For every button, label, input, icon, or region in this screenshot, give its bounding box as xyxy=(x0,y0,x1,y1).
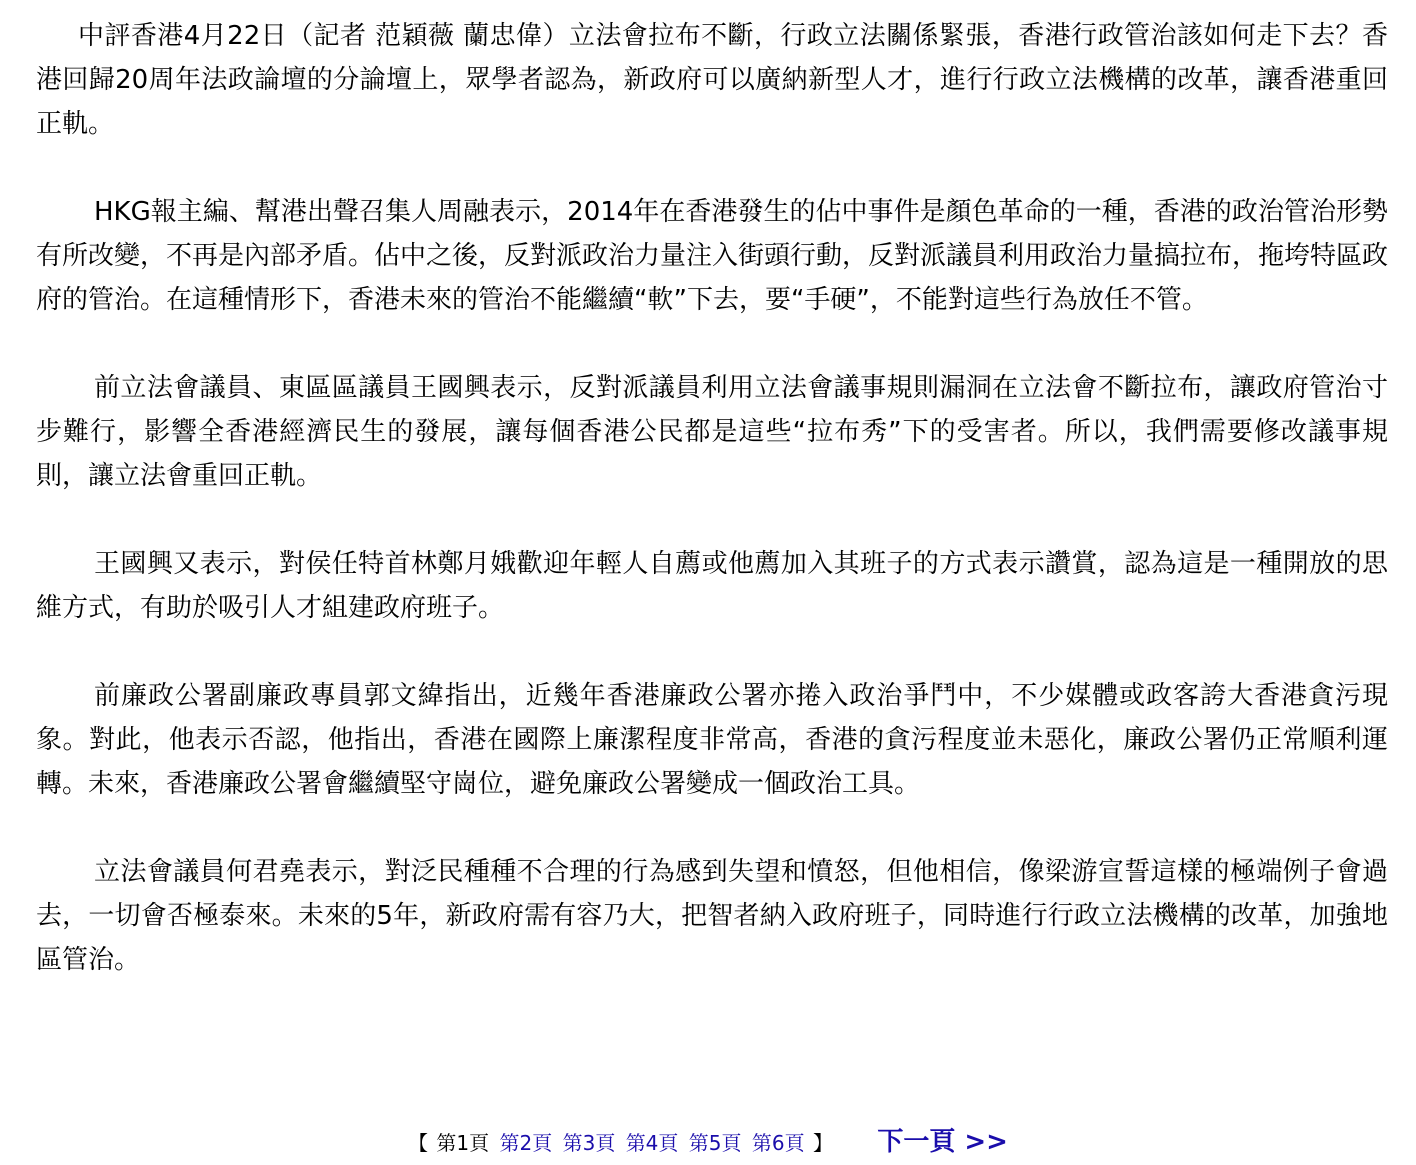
pagination-close-bracket: 】 xyxy=(812,1131,833,1155)
pagination-current-page: 第1頁 xyxy=(436,1131,490,1155)
article-paragraph: 王國興又表示，對侯任特首林鄭月娥歡迎年輕人自薦或他薦加入其班子的方式表示讚賞，認為這是一種開放的思維方式，有助於吸引人才組建政府班子。 xyxy=(36,549,1388,623)
pagination xyxy=(0,1122,1416,1162)
pagination-page-5-link[interactable]: 第5頁 xyxy=(688,1131,742,1155)
pagination-page-4-link[interactable]: 第4頁 xyxy=(625,1131,679,1155)
article-paragraph: 前廉政公署副廉政專員郭文緯指出，近幾年香港廉政公署亦捲入政治爭鬥中，不少媒體或政客誇大香港貪污現象。對此，他表示否認，他指出，香港在國際上廉潔程度非常高，香港的貪污程度並未惡化，廉政公署仍正常順利運轉。未來，香港廉政公署會繼續堅守崗位，避免廉政公署變成一個政治工具。 xyxy=(36,681,1388,799)
article-body xyxy=(36,14,1388,1026)
pagination-page-2-link[interactable]: 第2頁 xyxy=(499,1131,553,1155)
pagination-page-6-link[interactable]: 第6頁 xyxy=(751,1131,805,1155)
article-paragraph: 前立法會議員、東區區議員王國興表示，反對派議員利用立法會議事規則漏洞在立法會不斷拉布，讓政府管治寸步難行，影響全香港經濟民生的發展，讓每個香港公民都是這些“拉布秀”下的受害者。所以，我們需要修改議事規則，讓立法會重回正軌。 xyxy=(36,373,1388,491)
next-page-link[interactable]: 下一頁 >> xyxy=(877,1127,1008,1157)
article-paragraph: 中評香港4月22日（記者 范穎薇 蘭忠偉）立法會拉布不斷，行政立法關係緊張，香港行政管治該如何走下去？香港回歸20周年法政論壇的分論壇上，眾學者認為，新政府可以廣納新型人才，進行行政立法機構的改革，讓香港重回正軌。 xyxy=(36,21,1388,139)
pagination-open-bracket: 【 xyxy=(408,1131,429,1155)
pagination-page-3-link[interactable]: 第3頁 xyxy=(562,1131,616,1155)
article-paragraph: 立法會議員何君堯表示，對泛民種種不合理的行為感到失望和憤怒，但他相信，像梁游宣誓這樣的極端例子會過去，一切會否極泰來。未來的5年，新政府需有容乃大，把智者納入政府班子，同時進行行政立法機構的改革，加強地區管治。 xyxy=(36,857,1388,975)
article-paragraph: HKG報主編、幫港出聲召集人周融表示，2014年在香港發生的佔中事件是顏色革命的一種，香港的政治管治形勢有所改變，不再是內部矛盾。佔中之後，反對派政治力量注入街頭行動，反對派議員利用政治力量搞拉布，拖垮特區政府的管治。在這種情形下，香港未來的管治不能繼續“軟”下去，要“手硬”，不能對這些行為放任不管。 xyxy=(36,197,1389,315)
